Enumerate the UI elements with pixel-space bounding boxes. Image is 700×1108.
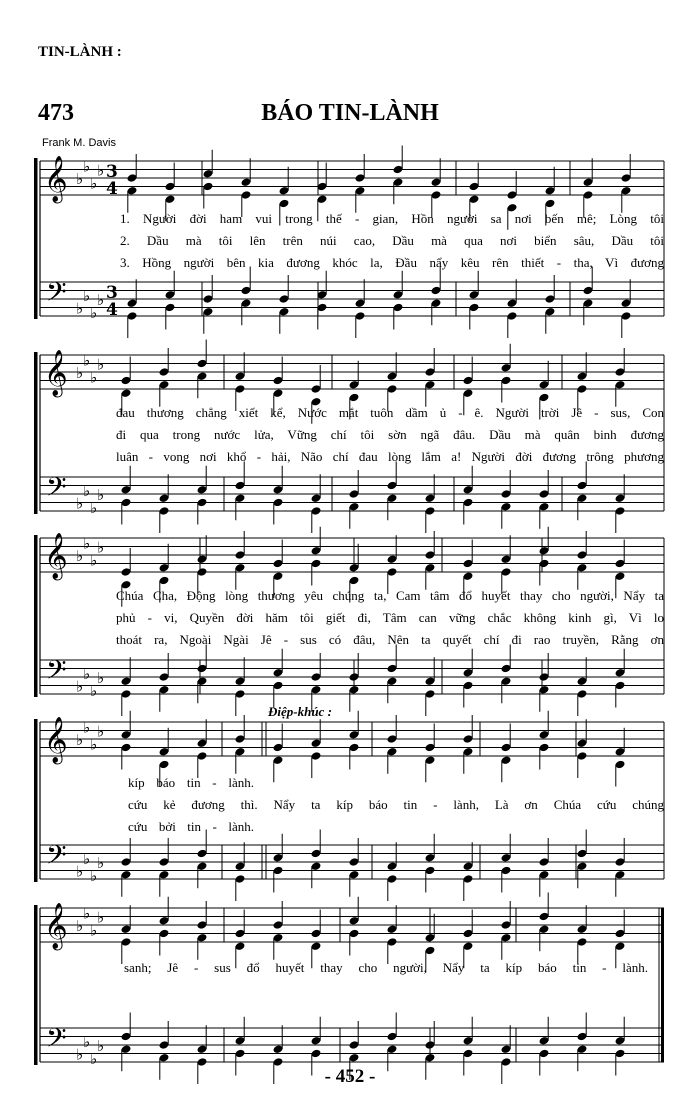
flat-sign: ♭ xyxy=(83,286,91,305)
bass-clef: 𝄢 xyxy=(46,654,67,692)
system-bracket xyxy=(34,719,38,882)
time-signature-bottom: 4 xyxy=(106,179,118,199)
flat-sign: ♭ xyxy=(97,161,105,180)
lyric-line: đi qua trong nước lửa, Vững chí tôi sờn ngã đâu. Dầu mà quân binh đương xyxy=(116,427,664,442)
lyric-line: luân - vong nơi khổ - hải, Não chí đau lòng lắm a! Người đời đương trông phương xyxy=(116,449,664,464)
treble-clef: 𝄞 xyxy=(44,903,68,949)
flat-sign: ♭ xyxy=(97,486,105,504)
lyric-line: cứu kẻ đương thì. Nẩy ta kíp báo tin - lành, Là ơn Chúa cứu chúng xyxy=(128,797,664,812)
flat-sign: ♭ xyxy=(90,866,98,885)
flat-sign: ♭ xyxy=(76,677,84,696)
lyric-line: 2. Dầu mà tôi lên trên núi cao, Dầu mà qua nơi biển sâu, Dầu tôi xyxy=(120,233,664,248)
lyric-line: Chúa Cha, Động lòng thương yêu chúng ta, Cam tâm đổ huyết thay cho người, Nẩy ta xyxy=(116,588,664,603)
flat-sign: ♭ xyxy=(76,862,84,881)
treble-clef: 𝄞 xyxy=(44,156,68,202)
flat-sign: ♭ xyxy=(90,174,98,193)
lyric-line: kíp báo tin - lành. xyxy=(128,775,254,790)
page-number: - 452 - xyxy=(324,1066,376,1087)
final-bar xyxy=(661,908,664,1062)
flat-sign: ♭ xyxy=(97,908,105,927)
time-signature-top: 3 xyxy=(106,162,118,182)
flat-sign: ♭ xyxy=(97,538,105,557)
bass-clef: 𝄢 xyxy=(46,1022,67,1060)
bass-clef: 𝄢 xyxy=(46,839,67,877)
system-bracket xyxy=(34,352,38,514)
flat-sign: ♭ xyxy=(83,718,91,737)
flat-sign: ♭ xyxy=(90,921,98,940)
treble-clef: 𝄞 xyxy=(44,533,68,579)
flat-sign: ♭ xyxy=(90,735,98,754)
flat-sign: ♭ xyxy=(76,494,84,513)
lyric-line: 1. Người đời ham vui trong thế - gian, Hồn người sa nơi bến mê; Lòng tôi xyxy=(120,211,664,226)
flat-sign: ♭ xyxy=(76,547,84,565)
flat-sign: ♭ xyxy=(90,498,98,517)
flat-sign: ♭ xyxy=(97,355,105,374)
system-bracket xyxy=(34,905,38,1065)
treble-clef: 𝄞 xyxy=(44,717,68,763)
lyric-line: đau thương chẳng xiết kể, Nước mắt tuôn dầm ủ - ê. Người trời Jê - sus, Con xyxy=(116,405,664,420)
flat-sign: ♭ xyxy=(76,731,84,749)
bass-clef: 𝄢 xyxy=(46,471,67,509)
time-signature-top: 3 xyxy=(106,283,118,303)
flat-sign: ♭ xyxy=(83,534,91,553)
flat-sign: ♭ xyxy=(97,854,105,872)
flat-sign: ♭ xyxy=(76,299,84,318)
system-bracket xyxy=(34,535,38,697)
lyric-line: cứu bởi tin - lành. xyxy=(128,819,254,834)
bass-clef: 𝄢 xyxy=(46,276,67,314)
refrain-label: Điệp-khúc : xyxy=(268,704,332,719)
flat-sign: ♭ xyxy=(83,351,91,370)
lyric-line: sanh; Jê - sus đổ huyết thay cho người, Nẩy ta kíp báo tin - lành. xyxy=(124,960,648,975)
flat-sign: ♭ xyxy=(83,904,91,923)
flat-sign: ♭ xyxy=(97,669,105,687)
flat-sign: ♭ xyxy=(83,481,91,500)
composer-credit: Frank M. Davis xyxy=(42,137,116,149)
hymn-number: 473 xyxy=(38,100,74,126)
flat-sign: ♭ xyxy=(90,1049,98,1068)
flat-sign: ♭ xyxy=(76,364,84,382)
lyric-line: 3. Hồng người bên kia đương khóc la, Đầu nẩy kêu rên thiết - tha, Vì đương xyxy=(120,255,664,270)
lyric-line: phủ - vi, Quyền đời hăm tôi giết đi, Tâm can vững chắc không kinh gì, Vì lo xyxy=(116,610,664,625)
flat-sign: ♭ xyxy=(76,1045,84,1064)
flat-sign: ♭ xyxy=(76,170,84,188)
treble-clef: 𝄞 xyxy=(44,350,68,396)
flat-sign: ♭ xyxy=(83,1032,91,1051)
flat-sign: ♭ xyxy=(83,849,91,868)
flat-sign: ♭ xyxy=(90,368,98,387)
flat-sign: ♭ xyxy=(83,157,91,176)
hymn-title: BÁO TIN-LÀNH xyxy=(261,100,439,126)
score-system xyxy=(34,893,664,1085)
section-heading: TIN-LÀNH : xyxy=(38,44,122,60)
flat-sign: ♭ xyxy=(90,303,98,322)
flat-sign: ♭ xyxy=(97,291,105,309)
flat-sign: ♭ xyxy=(97,1037,105,1055)
lyric-line: thoát ra, Ngoài Ngài Jê - sus có đâu, Nên ta quyết chí đi rao truyền, Rằng ơn xyxy=(116,632,664,647)
flat-sign: ♭ xyxy=(83,664,91,683)
system-bracket xyxy=(34,158,38,319)
flat-sign: ♭ xyxy=(90,681,98,700)
flat-sign: ♭ xyxy=(90,551,98,570)
flat-sign: ♭ xyxy=(76,917,84,935)
flat-sign: ♭ xyxy=(97,722,105,741)
time-signature-bottom: 4 xyxy=(106,300,118,320)
